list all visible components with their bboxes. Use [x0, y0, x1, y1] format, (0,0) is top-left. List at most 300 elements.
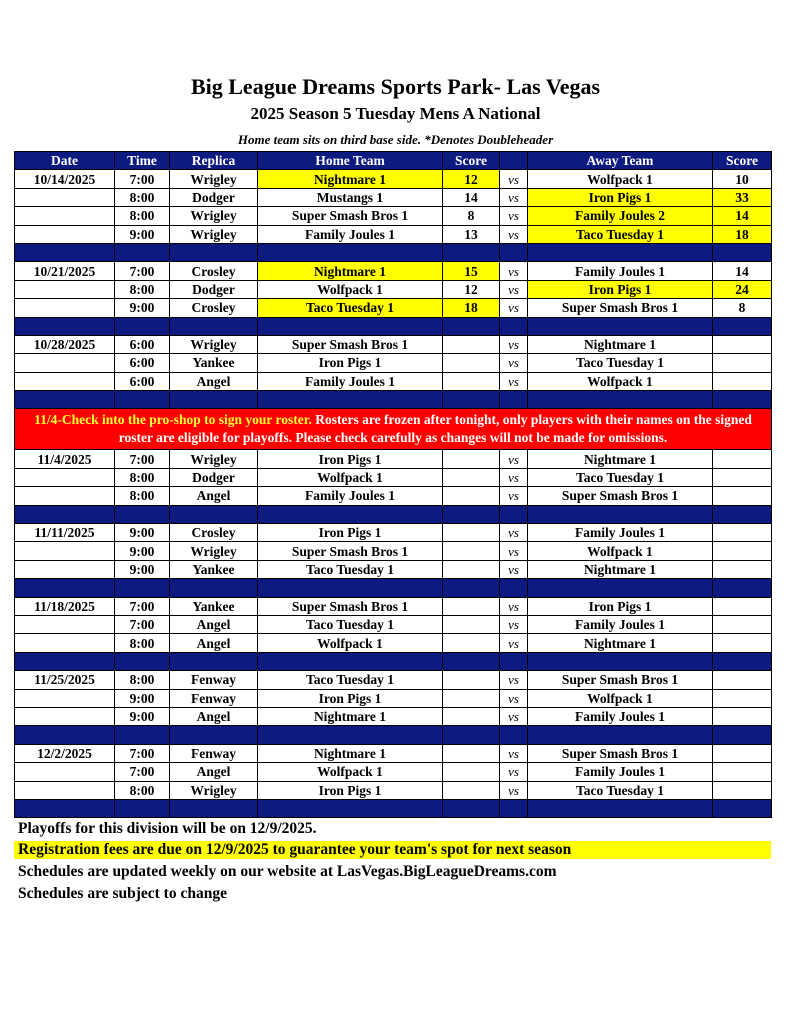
page-title: Big League Dreams Sports Park- Las Vegas	[190, 74, 601, 99]
away-score	[713, 615, 772, 633]
home-team: Iron Pigs 1	[258, 689, 443, 707]
separator-cell	[713, 726, 772, 744]
away-team: Super Smash Bros 1	[528, 744, 713, 762]
home-team: Taco Tuesday 1	[258, 615, 443, 633]
game-field: Crosley	[170, 299, 258, 317]
home-score	[443, 671, 500, 689]
home-team: Nightmare 1	[258, 262, 443, 280]
away-team: Nightmare 1	[528, 335, 713, 353]
game-time: 8:00	[115, 671, 170, 689]
away-team: Family Joules 1	[528, 707, 713, 725]
away-team: Taco Tuesday 1	[528, 225, 713, 243]
registration-note: Registration fees are due on 12/9/2025 to guarantee your team's spot for next season	[14, 841, 771, 859]
home-team: Wolfpack 1	[258, 468, 443, 486]
game-date	[15, 188, 115, 206]
separator-cell	[170, 243, 258, 261]
vs-label: vs	[500, 207, 528, 225]
website-note: Schedules are updated weekly on our website at LasVegas.BigLeagueDreams.com	[18, 863, 557, 880]
group-separator	[15, 652, 772, 670]
home-team: Iron Pigs 1	[258, 524, 443, 542]
away-team: Wolfpack 1	[528, 542, 713, 560]
separator-cell	[443, 505, 500, 523]
vs-label: vs	[500, 763, 528, 781]
away-score	[713, 781, 772, 799]
vs-label: vs	[500, 615, 528, 633]
separator-cell	[15, 652, 115, 670]
home-team: Mustangs 1	[258, 188, 443, 206]
home-team: Super Smash Bros 1	[258, 207, 443, 225]
vs-label: vs	[500, 744, 528, 762]
game-time: 7:00	[115, 763, 170, 781]
home-score	[443, 542, 500, 560]
separator-cell	[500, 799, 528, 817]
away-score	[713, 524, 772, 542]
separator-cell	[15, 391, 115, 409]
table-row	[15, 372, 772, 390]
separator-cell	[500, 652, 528, 670]
home-team: Taco Tuesday 1	[258, 560, 443, 578]
group-separator	[15, 243, 772, 261]
separator-cell	[15, 799, 115, 817]
away-team: Family Joules 1	[528, 615, 713, 633]
away-team: Iron Pigs 1	[528, 280, 713, 298]
separator-cell	[500, 726, 528, 744]
game-field: Yankee	[170, 597, 258, 615]
game-time: 7:00	[115, 450, 170, 468]
game-field: Dodger	[170, 468, 258, 486]
away-team: Iron Pigs 1	[528, 597, 713, 615]
home-team: Wolfpack 1	[258, 280, 443, 298]
away-score	[713, 335, 772, 353]
away-score	[713, 542, 772, 560]
game-date	[15, 280, 115, 298]
roster-notice	[15, 409, 772, 450]
vs-label: vs	[500, 634, 528, 652]
game-date: 10/14/2025	[15, 170, 115, 188]
separator-cell	[528, 726, 713, 744]
table-header-row	[15, 152, 772, 170]
away-team: Wolfpack 1	[528, 372, 713, 390]
game-field: Yankee	[170, 560, 258, 578]
game-date	[15, 207, 115, 225]
group-separator	[15, 579, 772, 597]
vs-label: vs	[500, 781, 528, 799]
separator-cell	[258, 726, 443, 744]
separator-cell	[115, 391, 170, 409]
away-score	[713, 744, 772, 762]
column-header-replica: Replica	[170, 152, 258, 170]
game-field: Angel	[170, 487, 258, 505]
game-time: 9:00	[115, 299, 170, 317]
home-team: Family Joules 1	[258, 372, 443, 390]
separator-cell	[15, 505, 115, 523]
vs-label: vs	[500, 597, 528, 615]
separator-cell	[443, 652, 500, 670]
game-time: 9:00	[115, 524, 170, 542]
game-field: Angel	[170, 763, 258, 781]
game-field: Dodger	[170, 188, 258, 206]
separator-cell	[443, 726, 500, 744]
separator-cell	[528, 505, 713, 523]
group-separator	[15, 726, 772, 744]
away-score	[713, 450, 772, 468]
separator-cell	[258, 579, 443, 597]
away-team: Wolfpack 1	[528, 689, 713, 707]
group-separator	[15, 317, 772, 335]
game-time: 8:00	[115, 468, 170, 486]
vs-label: vs	[500, 542, 528, 560]
away-team: Taco Tuesday 1	[528, 781, 713, 799]
game-date	[15, 487, 115, 505]
group-separator	[15, 391, 772, 409]
table-row	[15, 487, 772, 505]
game-date	[15, 689, 115, 707]
table-row	[15, 763, 772, 781]
separator-cell	[170, 726, 258, 744]
game-time: 8:00	[115, 188, 170, 206]
home-score: 15	[443, 262, 500, 280]
game-field: Crosley	[170, 524, 258, 542]
table-row	[15, 354, 772, 372]
away-team: Family Joules 2	[528, 207, 713, 225]
game-field: Angel	[170, 372, 258, 390]
vs-label: vs	[500, 487, 528, 505]
away-score	[713, 487, 772, 505]
away-team: Nightmare 1	[528, 450, 713, 468]
game-field: Wrigley	[170, 335, 258, 353]
separator-cell	[713, 243, 772, 261]
game-date	[15, 763, 115, 781]
separator-cell	[443, 317, 500, 335]
separator-cell	[443, 579, 500, 597]
separator-cell	[713, 652, 772, 670]
away-score: 14	[713, 207, 772, 225]
away-score	[713, 597, 772, 615]
game-time: 6:00	[115, 335, 170, 353]
home-score: 12	[443, 170, 500, 188]
game-date	[15, 634, 115, 652]
separator-cell	[258, 243, 443, 261]
home-score	[443, 487, 500, 505]
home-team: Nightmare 1	[258, 707, 443, 725]
away-score	[713, 671, 772, 689]
game-date	[15, 615, 115, 633]
away-team: Super Smash Bros 1	[528, 299, 713, 317]
home-score: 18	[443, 299, 500, 317]
game-field: Wrigley	[170, 170, 258, 188]
separator-cell	[528, 799, 713, 817]
away-score	[713, 763, 772, 781]
column-header-date: Date	[15, 152, 115, 170]
game-time: 7:00	[115, 744, 170, 762]
separator-cell	[528, 579, 713, 597]
game-field: Dodger	[170, 280, 258, 298]
roster-notice-row	[15, 409, 772, 450]
away-team: Super Smash Bros 1	[528, 671, 713, 689]
separator-cell	[115, 652, 170, 670]
separator-cell	[713, 799, 772, 817]
home-score	[443, 560, 500, 578]
home-score	[443, 744, 500, 762]
vs-label: vs	[500, 225, 528, 243]
home-score	[443, 524, 500, 542]
game-time: 9:00	[115, 707, 170, 725]
vs-label: vs	[500, 707, 528, 725]
home-score	[443, 468, 500, 486]
separator-cell	[713, 317, 772, 335]
separator-cell	[15, 726, 115, 744]
home-team: Super Smash Bros 1	[258, 542, 443, 560]
home-score: 12	[443, 280, 500, 298]
home-score: 8	[443, 207, 500, 225]
home-team: Iron Pigs 1	[258, 450, 443, 468]
away-team: Nightmare 1	[528, 634, 713, 652]
home-team: Wolfpack 1	[258, 634, 443, 652]
separator-cell	[115, 243, 170, 261]
separator-cell	[713, 579, 772, 597]
table-row	[15, 450, 772, 468]
game-date: 11/25/2025	[15, 671, 115, 689]
game-date: 10/28/2025	[15, 335, 115, 353]
away-score	[713, 634, 772, 652]
vs-label: vs	[500, 299, 528, 317]
home-team: Iron Pigs 1	[258, 781, 443, 799]
separator-cell	[115, 726, 170, 744]
game-time: 8:00	[115, 280, 170, 298]
roster-notice-lead: 11/4-Check into the pro-shop to sign your roster.	[34, 412, 312, 428]
game-date	[15, 560, 115, 578]
game-field: Crosley	[170, 262, 258, 280]
separator-cell	[170, 505, 258, 523]
away-score: 14	[713, 262, 772, 280]
table-row	[15, 707, 772, 725]
game-field: Angel	[170, 634, 258, 652]
away-team: Wolfpack 1	[528, 170, 713, 188]
game-date	[15, 354, 115, 372]
game-date: 10/21/2025	[15, 262, 115, 280]
vs-label: vs	[500, 671, 528, 689]
home-score	[443, 372, 500, 390]
game-date	[15, 299, 115, 317]
table-row	[15, 560, 772, 578]
game-field: Wrigley	[170, 542, 258, 560]
table-row	[15, 542, 772, 560]
vs-label: vs	[500, 354, 528, 372]
away-score: 8	[713, 299, 772, 317]
away-team: Taco Tuesday 1	[528, 468, 713, 486]
separator-cell	[15, 243, 115, 261]
separator-cell	[15, 579, 115, 597]
separator-cell	[528, 243, 713, 261]
home-team: Taco Tuesday 1	[258, 671, 443, 689]
table-row	[15, 524, 772, 542]
home-team: Taco Tuesday 1	[258, 299, 443, 317]
game-field: Wrigley	[170, 207, 258, 225]
separator-cell	[500, 391, 528, 409]
separator-cell	[500, 505, 528, 523]
game-time: 6:00	[115, 354, 170, 372]
game-time: 8:00	[115, 207, 170, 225]
table-row	[15, 597, 772, 615]
separator-cell	[713, 505, 772, 523]
column-header-vs	[500, 152, 528, 170]
column-header-time: Time	[115, 152, 170, 170]
home-team: Iron Pigs 1	[258, 354, 443, 372]
table-row	[15, 615, 772, 633]
game-field: Fenway	[170, 744, 258, 762]
table-row	[15, 170, 772, 188]
game-time: 9:00	[115, 542, 170, 560]
column-header-away-team: Away Team	[528, 152, 713, 170]
game-date: 11/18/2025	[15, 597, 115, 615]
home-score	[443, 354, 500, 372]
home-score	[443, 781, 500, 799]
game-time: 7:00	[115, 170, 170, 188]
separator-cell	[500, 317, 528, 335]
column-header-away-score: Score	[713, 152, 772, 170]
game-field: Angel	[170, 615, 258, 633]
home-score: 14	[443, 188, 500, 206]
separator-cell	[258, 391, 443, 409]
game-date	[15, 542, 115, 560]
vs-label: vs	[500, 560, 528, 578]
home-score	[443, 450, 500, 468]
away-team: Family Joules 1	[528, 763, 713, 781]
separator-cell	[170, 652, 258, 670]
home-score	[443, 597, 500, 615]
home-team: Nightmare 1	[258, 744, 443, 762]
away-score	[713, 354, 772, 372]
home-team: Wolfpack 1	[258, 763, 443, 781]
separator-cell	[115, 505, 170, 523]
home-team: Family Joules 1	[258, 225, 443, 243]
game-field: Fenway	[170, 671, 258, 689]
away-team: Iron Pigs 1	[528, 188, 713, 206]
away-team: Super Smash Bros 1	[528, 487, 713, 505]
separator-cell	[115, 579, 170, 597]
table-row	[15, 744, 772, 762]
game-time: 7:00	[115, 615, 170, 633]
separator-cell	[170, 317, 258, 335]
home-score	[443, 335, 500, 353]
away-score	[713, 468, 772, 486]
separator-cell	[528, 317, 713, 335]
table-row	[15, 280, 772, 298]
table-row	[15, 188, 772, 206]
group-separator	[15, 505, 772, 523]
game-date: 11/4/2025	[15, 450, 115, 468]
vs-label: vs	[500, 468, 528, 486]
schedule-table	[14, 151, 772, 818]
separator-cell	[528, 652, 713, 670]
away-score: 24	[713, 280, 772, 298]
game-field: Fenway	[170, 689, 258, 707]
vs-label: vs	[500, 450, 528, 468]
schedule-body	[15, 170, 772, 818]
change-note: Schedules are subject to change	[18, 885, 227, 902]
separator-cell	[528, 391, 713, 409]
away-score	[713, 707, 772, 725]
game-field: Yankee	[170, 354, 258, 372]
away-score: 10	[713, 170, 772, 188]
game-time: 6:00	[115, 372, 170, 390]
away-score	[713, 372, 772, 390]
game-time: 9:00	[115, 689, 170, 707]
separator-cell	[170, 391, 258, 409]
home-score	[443, 763, 500, 781]
game-date	[15, 225, 115, 243]
separator-cell	[443, 799, 500, 817]
home-team: Super Smash Bros 1	[258, 597, 443, 615]
separator-cell	[15, 317, 115, 335]
separator-cell	[258, 317, 443, 335]
column-header-home-score: Score	[443, 152, 500, 170]
home-score	[443, 689, 500, 707]
away-score	[713, 689, 772, 707]
table-row	[15, 781, 772, 799]
column-header-home-team: Home Team	[258, 152, 443, 170]
vs-label: vs	[500, 188, 528, 206]
separator-cell	[115, 799, 170, 817]
separator-cell	[443, 243, 500, 261]
separator-cell	[443, 391, 500, 409]
separator-cell	[170, 799, 258, 817]
game-date	[15, 468, 115, 486]
home-team: Nightmare 1	[258, 170, 443, 188]
home-score: 13	[443, 225, 500, 243]
playoffs-note: Playoffs for this division will be on 12/9/2025.	[18, 820, 317, 837]
separator-cell	[713, 391, 772, 409]
home-score	[443, 634, 500, 652]
away-team: Taco Tuesday 1	[528, 354, 713, 372]
home-team: Super Smash Bros 1	[258, 335, 443, 353]
away-team: Nightmare 1	[528, 560, 713, 578]
game-time: 9:00	[115, 560, 170, 578]
separator-cell	[500, 579, 528, 597]
vs-label: vs	[500, 280, 528, 298]
game-field: Wrigley	[170, 225, 258, 243]
away-score	[713, 560, 772, 578]
home-team: Family Joules 1	[258, 487, 443, 505]
table-row	[15, 634, 772, 652]
home-score	[443, 615, 500, 633]
vs-label: vs	[500, 524, 528, 542]
table-row	[15, 335, 772, 353]
home-score	[443, 707, 500, 725]
table-row	[15, 468, 772, 486]
game-date	[15, 707, 115, 725]
vs-label: vs	[500, 170, 528, 188]
table-row	[15, 689, 772, 707]
separator-cell	[115, 317, 170, 335]
away-score: 18	[713, 225, 772, 243]
table-row	[15, 671, 772, 689]
away-score: 33	[713, 188, 772, 206]
separator-cell	[258, 799, 443, 817]
game-date: 12/2/2025	[15, 744, 115, 762]
game-time: 7:00	[115, 597, 170, 615]
season-subtitle: 2025 Season 5 Tuesday Mens A National	[250, 104, 541, 123]
separator-cell	[258, 652, 443, 670]
away-team: Family Joules 1	[528, 262, 713, 280]
game-field: Wrigley	[170, 781, 258, 799]
game-field: Wrigley	[170, 450, 258, 468]
game-time: 8:00	[115, 487, 170, 505]
vs-label: vs	[500, 262, 528, 280]
roster-notice-text: Rosters are frozen after tonight, only players with their names on the signed roster are eligible for playoffs. Please check carefully as changes will not be made for omissions.	[118, 412, 752, 446]
group-separator	[15, 799, 772, 817]
game-time: 7:00	[115, 262, 170, 280]
